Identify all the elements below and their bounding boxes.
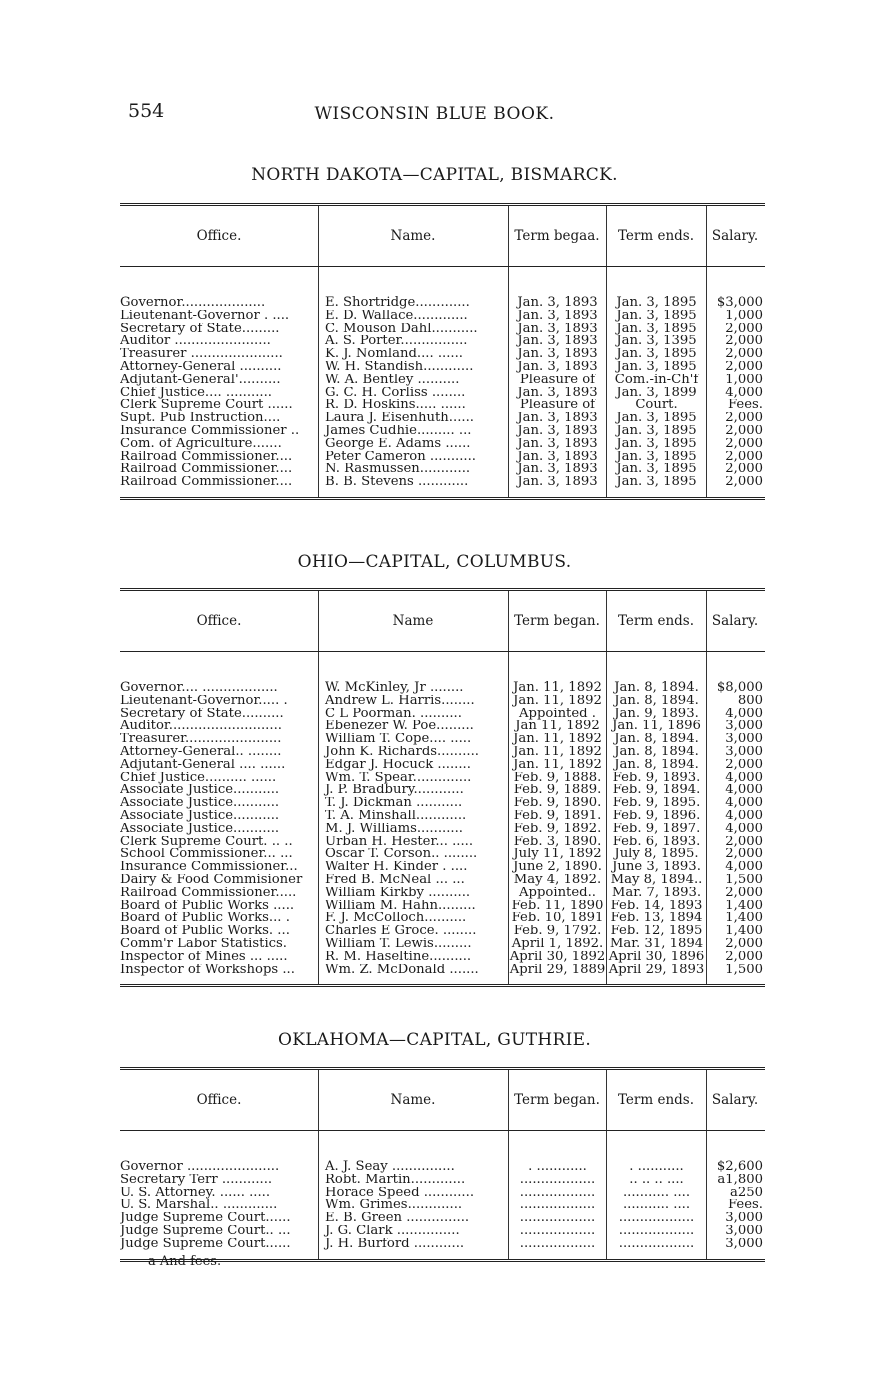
name-cell: William T. Lewis......... (319, 938, 509, 951)
name-cell: M. J. Williams........... (319, 823, 509, 836)
col-term-began: Term begaa. (509, 205, 607, 267)
name-cell: E. Shortridge............. (319, 267, 509, 310)
term-ends-cell: Feb. 6, 1893. (607, 836, 707, 849)
term-began-cell: Jan. 3, 1893 (509, 348, 607, 361)
term-began-cell: April 30, 1892 (509, 950, 606, 964)
term-ends-cell: Jan. 9, 1893. (607, 708, 707, 721)
term-ends-cell: June 3, 1893. (607, 861, 707, 874)
term-began-cell: Jan. 3, 1893 (509, 476, 607, 498)
salary-cell: 1,000 (707, 310, 766, 323)
table-row (120, 964, 765, 986)
term-began-cell: Jan. 3, 1893 (509, 438, 607, 451)
term-began-cell: Jan. 3, 1893 (509, 451, 607, 464)
name-cell: J. P. Bradbury............ (319, 784, 509, 797)
table-row (120, 1187, 765, 1200)
salary-cell: $8,000 (707, 652, 766, 695)
office-cell: Railroad Commissioner.... (120, 463, 293, 477)
name-cell: Fred B. McNeal ... ... (319, 874, 509, 887)
oklahoma-table (120, 1067, 765, 1262)
office-cell: Adjutant-General'.......... (120, 373, 281, 387)
salary-cell: 1,400 (707, 900, 766, 913)
term-began-cell: Jan. 11, 1892 (509, 733, 607, 746)
col-office: Office. (120, 1069, 319, 1131)
name-cell: C L Poorman. .......... (319, 708, 509, 721)
footnote: a And fees. (148, 1254, 222, 1269)
salary-cell: 3,000 (707, 1212, 766, 1225)
name-cell: Ebenezer W. Poe......... (319, 720, 509, 733)
term-ends-cell: Jan. 8, 1894. (607, 695, 707, 708)
term-ends-cell: Jan. 3, 1895 (607, 412, 707, 425)
name-cell: William Kirkby .......... (319, 887, 509, 900)
table-row (120, 348, 765, 361)
name-cell: Edgar J. Hocuck ........ (319, 759, 509, 772)
term-began-cell: Jan 11, 1892 (509, 720, 607, 733)
term-ends-cell: Feb. 9, 1896. (607, 810, 707, 823)
col-term-ends: Term ends. (607, 1069, 707, 1131)
table-row (120, 323, 765, 336)
term-ends-cell: Jan. 3, 1895 (607, 310, 707, 323)
office-cell: Board of Public Works. ... (120, 925, 290, 938)
term-began-cell: Pleasure of (509, 374, 607, 387)
name-cell: T. J. Dickman ........... (319, 797, 509, 810)
term-ends-cell: Court. (607, 399, 707, 412)
name-cell: James Cudhie......... ... (319, 425, 509, 438)
office-cell: Clerk Supreme Court ...... (120, 399, 293, 413)
col-term-ends: Term ends. (607, 590, 707, 652)
office-cell: Com. of Agriculture....... (120, 437, 282, 451)
office-cell: Attorney-General.. ........ (120, 745, 282, 759)
term-ends-cell: Com.-in-Ch'f (607, 374, 707, 387)
term-began-cell: June 2, 1890. (509, 861, 607, 874)
office-cell: Treasurer....................... (120, 733, 282, 746)
name-cell: Wm. T. Spear.............. (319, 772, 509, 785)
table-row (120, 1131, 765, 1174)
name-cell: Oscar T. Corson.. ........ (319, 848, 509, 861)
term-began-cell: Jan. 3, 1893 (509, 412, 607, 425)
salary-cell: 4,000 (707, 797, 766, 810)
term-began-cell: Jan. 11, 1892 (509, 746, 607, 759)
term-ends-cell: ........... .... (607, 1199, 707, 1212)
term-ends-cell: Jan. 3, 1895 (607, 451, 707, 464)
term-began-cell: Feb. 9, 1889. (509, 784, 607, 797)
term-ends-cell: Jan. 8, 1894. (607, 759, 707, 772)
book-title: WISCONSIN BLUE BOOK. (314, 104, 555, 124)
table-row (120, 836, 765, 849)
term-ends-cell: Jan. 3, 1895 (607, 476, 707, 498)
term-began-cell: Feb. 9, 1892. (509, 823, 607, 836)
salary-cell: 800 (707, 695, 766, 708)
table-row (120, 652, 765, 695)
north-dakota-title: NORTH DAKOTA—CAPITAL, BISMARCK. (251, 165, 618, 185)
term-began-cell: Feb. 9, 1792. (509, 925, 607, 938)
name-cell: T. A. Minshall............ (319, 810, 509, 823)
col-name: Name. (319, 1069, 509, 1131)
term-began-cell: . ............ (509, 1131, 607, 1174)
col-name: Name. (319, 205, 509, 267)
salary-cell: 4,000 (707, 810, 766, 823)
salary-cell: 3,000 (707, 733, 766, 746)
name-cell: Urban H. Hester... ..... (319, 836, 509, 849)
name-cell: Wm. Grimes............. (319, 1199, 509, 1212)
term-began-cell: Jan. 3, 1893 (509, 387, 607, 400)
office-cell: Attorney-General .......... (120, 360, 282, 374)
term-ends-cell: Feb. 9, 1895. (607, 797, 707, 810)
term-began-cell: April 1, 1892. (509, 938, 607, 951)
table-row (120, 823, 765, 836)
term-ends-cell: Jan. 3, 1395 (607, 335, 707, 348)
term-began-cell: Jan. 3, 1893 (509, 323, 607, 336)
term-began-cell: .................. (509, 1199, 607, 1212)
name-cell: W. McKinley, Jr ........ (319, 652, 509, 695)
name-cell: William T. Cope.... ..... (319, 733, 509, 746)
office-cell: Dairy & Food Commisioner (120, 873, 303, 887)
salary-cell: 2,000 (707, 361, 766, 374)
office-cell: Judge Supreme Court...... (120, 1212, 291, 1225)
term-began-cell: Appointed . (509, 708, 607, 721)
salary-cell: 1,500 (707, 874, 766, 887)
office-cell: Auditor ....................... (120, 335, 271, 349)
term-ends-cell: Feb. 9, 1894. (607, 784, 707, 797)
table-row (120, 746, 765, 759)
term-began-cell: Appointed.. (509, 887, 607, 900)
name-cell: A. S. Porter................ (319, 335, 509, 348)
name-cell: W. A. Bentley .......... (319, 374, 509, 387)
table-row (120, 412, 765, 425)
term-ends-cell: Jan. 3, 1899 (607, 387, 707, 400)
term-began-cell: Jan. 3, 1893 (509, 267, 607, 310)
term-ends-cell: Mar. 7, 1893. (607, 887, 707, 900)
col-salary: Salary. (707, 1069, 766, 1131)
office-cell: Chief Justice.......... ...... (120, 771, 277, 785)
name-cell: E. B. Green ............... (319, 1212, 509, 1225)
table-row (120, 874, 765, 887)
name-cell: Charles E Groce. ........ (319, 925, 509, 938)
name-cell: Andrew L. Harris........ (319, 695, 509, 708)
term-ends-cell: Jan. 3, 1895 (607, 267, 707, 310)
term-ends-cell: Feb. 9, 1897. (607, 823, 707, 836)
name-cell: John K. Richards.......... (319, 746, 509, 759)
ohio-title: OHIO—CAPITAL, COLUMBUS. (297, 552, 572, 572)
office-cell: Supt. Pub Instruction.... (120, 412, 281, 425)
office-cell: Insurance Commissioner... (120, 861, 298, 874)
term-ends-cell: Jan. 3, 1895 (607, 438, 707, 451)
term-ends-cell: Feb. 13, 1894 (607, 912, 707, 925)
name-cell: N. Rasmussen............ (319, 463, 509, 476)
name-cell: C. Mouson Dahl........... (319, 323, 509, 336)
table-row (120, 925, 765, 938)
salary-cell: Fees. (707, 1199, 766, 1212)
office-cell: Secretary of State......... (120, 322, 280, 336)
office-cell: Railroad Commissioner.... (120, 450, 293, 464)
term-ends-cell: Jan. 3, 1895 (607, 323, 707, 336)
page-number: 554 (128, 100, 165, 122)
term-began-cell: Feb. 9, 1891. (509, 810, 607, 823)
term-ends-cell: Mar. 31, 1894 (607, 938, 707, 951)
office-cell: Comm'r Labor Statistics. (120, 937, 288, 951)
name-cell: B. B. Stevens ............ (319, 476, 509, 498)
name-cell: J. H. Burford ............ (319, 1238, 509, 1260)
table-row (120, 797, 765, 810)
table-row (120, 1174, 765, 1187)
name-cell: G. C. H. Corliss ........ (319, 387, 509, 400)
term-ends-cell: April 29, 1893 (607, 964, 707, 986)
name-cell: F. J. McColloch.......... (319, 912, 509, 925)
salary-cell: a250 (707, 1187, 766, 1200)
name-cell: Peter Cameron ........... (319, 451, 509, 464)
salary-cell: 4,000 (707, 772, 766, 785)
table-row (120, 399, 765, 412)
col-office: Office. (120, 590, 319, 652)
table-row (120, 1199, 765, 1212)
table-row (120, 1225, 765, 1238)
salary-cell: 3,000 (707, 720, 766, 733)
name-cell: George E. Adams ...... (319, 438, 509, 451)
salary-cell: $3,000 (707, 267, 766, 310)
term-began-cell: Jan. 11, 1892 (509, 759, 607, 772)
term-began-cell: Jan. 3, 1893 (509, 310, 607, 323)
salary-cell: 2,000 (707, 463, 766, 476)
term-began-cell: Jan. 11, 1892 (509, 695, 607, 708)
office-cell: Railroad Commissioner..... (120, 886, 297, 900)
name-cell: Laura J. Eisenhuth...... (319, 412, 509, 425)
salary-cell: 2,000 (707, 951, 766, 964)
col-name: Name (319, 590, 509, 652)
salary-cell: 2,000 (707, 451, 766, 464)
term-began-cell: Jan. 3, 1893 (509, 463, 607, 476)
table-row (120, 425, 765, 438)
table-row (120, 387, 765, 400)
table-row (120, 1212, 765, 1225)
office-cell: Associate Justice........... (120, 797, 280, 810)
term-began-cell: .................. (509, 1238, 607, 1260)
name-cell: Robt. Martin............. (319, 1174, 509, 1187)
salary-cell: Fees. (707, 399, 766, 412)
salary-cell: a1,800 (707, 1174, 766, 1187)
oklahoma-title: OKLAHOMA—CAPITAL, GUTHRIE. (277, 1030, 592, 1050)
term-began-cell: .................. (509, 1212, 607, 1225)
table-row (120, 759, 765, 772)
term-ends-cell: April 30, 1896 (607, 951, 707, 964)
name-cell: R. D. Hoskins..... ...... (319, 399, 509, 412)
salary-cell: 3,000 (707, 1238, 766, 1260)
page-header (0, 100, 869, 128)
term-ends-cell: . ........... (607, 1131, 707, 1174)
term-ends-cell: Jan. 3, 1895 (607, 348, 707, 361)
office-cell: U. S. Attorney. ...... ..... (120, 1186, 271, 1200)
office-cell: Inspector of Mines ... ..... (120, 950, 288, 964)
office-cell: Inspector of Workshops ... (120, 963, 295, 977)
col-term-began: Term began. (509, 590, 607, 652)
salary-cell: 3,000 (707, 1225, 766, 1238)
term-began-cell: Jan. 3, 1893 (509, 425, 607, 438)
table-row (120, 708, 765, 721)
salary-cell: 2,000 (707, 887, 766, 900)
salary-cell: 4,000 (707, 387, 766, 400)
term-began-cell: May 4, 1892. (509, 874, 607, 887)
col-term-ends: Term ends. (607, 205, 707, 267)
table-row (120, 451, 765, 464)
term-began-cell: Feb. 9, 1888. (509, 772, 607, 785)
term-ends-cell: Jan. 8, 1894. (607, 652, 707, 695)
term-ends-cell: Feb. 9, 1893. (607, 772, 707, 785)
term-ends-cell: ........... .... (607, 1187, 707, 1200)
table-row (120, 374, 765, 387)
salary-cell: 2,000 (707, 425, 766, 438)
salary-cell: 2,000 (707, 476, 766, 498)
table-row (120, 887, 765, 900)
table-row (120, 695, 765, 708)
col-term-began: Term began. (509, 1069, 607, 1131)
office-cell: Governor.................... (120, 295, 266, 310)
office-cell: School Commissioner... ... (120, 848, 293, 862)
office-cell: Lieutenant-Governor . .... (120, 309, 290, 323)
office-cell: Board of Public Works... . (120, 912, 290, 926)
col-salary: Salary. (707, 590, 766, 652)
term-ends-cell: Feb. 14, 1893 (607, 900, 707, 913)
term-began-cell: .................. (509, 1225, 607, 1238)
salary-cell: 2,000 (707, 848, 766, 861)
table-row (120, 951, 765, 964)
name-cell: Wm. Z. McDonald ....... (319, 964, 509, 986)
table-row (120, 438, 765, 451)
col-office: Office. (120, 205, 319, 267)
office-cell: Associate Justice........... (120, 784, 280, 798)
salary-cell: 1,000 (707, 374, 766, 387)
term-began-cell: April 29, 1889 (509, 964, 607, 986)
term-ends-cell: .................. (607, 1212, 707, 1225)
office-cell: Board of Public Works ..... (120, 899, 295, 913)
table-row (120, 463, 765, 476)
table-row (120, 267, 765, 310)
table-row (120, 361, 765, 374)
name-cell: R. M. Haseltine.......... (319, 951, 509, 964)
salary-cell: 2,000 (707, 335, 766, 348)
office-cell: Insurance Commissioner .. (120, 424, 300, 438)
salary-cell: 4,000 (707, 784, 766, 797)
name-cell: K. J. Nomland.... ...... (319, 348, 509, 361)
table-row (120, 900, 765, 913)
name-cell: Walter H. Kinder . .... (319, 861, 509, 874)
term-ends-cell: Jan. 3, 1895 (607, 463, 707, 476)
office-cell: Treasurer ...................... (120, 348, 283, 361)
office-cell: Clerk Supreme Court. .. .. (120, 835, 293, 849)
office-cell: Adjutant-General .... ...... (120, 758, 286, 772)
term-began-cell: Feb. 11, 1890 (509, 900, 607, 913)
office-cell: Secretary Terr ............ (120, 1173, 273, 1187)
office-cell: Chief Justice.... ........... (120, 386, 273, 400)
term-began-cell: Jan. 3, 1893 (509, 335, 607, 348)
salary-cell: 2,000 (707, 438, 766, 451)
term-ends-cell: .................. (607, 1238, 707, 1260)
office-cell: Secretary of State.......... (120, 707, 284, 721)
col-salary: Salary. (707, 205, 766, 267)
table-row (120, 335, 765, 348)
table-row (120, 938, 765, 951)
office-cell: Railroad Commissioner.... (120, 476, 293, 490)
office-cell: Associate Justice........... (120, 809, 280, 823)
office-cell: Associate Justice........... (120, 822, 280, 836)
office-cell: Lieutenant-Governor..... . (120, 694, 288, 708)
office-cell: Governor ...................... (120, 1159, 280, 1174)
term-ends-cell: .. .. .. .... (607, 1174, 707, 1187)
term-ends-cell: Jan. 11, 1896 (607, 720, 707, 733)
term-began-cell: .................. (509, 1187, 607, 1200)
term-began-cell: Pleasure of (509, 399, 607, 412)
north-dakota-table (120, 203, 765, 500)
term-ends-cell: Jan. 8, 1894. (607, 746, 707, 759)
term-ends-cell: .................. (607, 1225, 707, 1238)
salary-cell: 2,000 (707, 323, 766, 336)
salary-cell: 1,500 (707, 964, 766, 986)
name-cell: Horace Speed ............ (319, 1187, 509, 1200)
table-row (120, 310, 765, 323)
name-cell: W. H. Standish............ (319, 361, 509, 374)
name-cell: J. G. Clark ............... (319, 1225, 509, 1238)
term-began-cell: .................. (509, 1174, 607, 1187)
table-row (120, 772, 765, 785)
name-cell: William M. Hahn......... (319, 900, 509, 913)
salary-cell: 2,000 (707, 836, 766, 849)
ohio-table (120, 588, 765, 987)
term-began-cell: Feb. 9, 1890. (509, 797, 607, 810)
term-ends-cell: Feb. 12, 1895 (607, 925, 707, 938)
term-began-cell: Jan. 11, 1892 (509, 652, 607, 695)
salary-cell: 1,400 (707, 912, 766, 925)
table-row (120, 720, 765, 733)
table-row (120, 784, 765, 797)
term-ends-cell: July 8, 1895. (607, 848, 707, 861)
office-cell: Governor.... .................. (120, 680, 278, 695)
table-row (120, 912, 765, 925)
salary-cell: 4,000 (707, 823, 766, 836)
table-row (120, 848, 765, 861)
salary-cell: 4,000 (707, 708, 766, 721)
table-row (120, 476, 765, 498)
term-began-cell: Feb. 10, 1891 (509, 912, 607, 925)
term-began-cell: July 11, 1892 (509, 848, 607, 861)
salary-cell: 2,000 (707, 759, 766, 772)
term-ends-cell: May 8, 1894.. (607, 874, 707, 887)
office-cell: U. S. Marshal.. ............. (120, 1199, 278, 1213)
term-ends-cell: Jan. 3, 1895 (607, 361, 707, 374)
salary-cell: 2,000 (707, 412, 766, 425)
office-cell: Auditor........................... (120, 720, 282, 734)
salary-cell: 2,000 (707, 348, 766, 361)
table-row (120, 810, 765, 823)
salary-cell: 2,000 (707, 938, 766, 951)
table-row (120, 733, 765, 746)
name-cell: A. J. Seay ............... (319, 1131, 509, 1174)
term-began-cell: Feb. 3, 1890. (509, 836, 607, 849)
salary-cell: 1,400 (707, 925, 766, 938)
name-cell: E. D. Wallace............. (319, 310, 509, 323)
office-cell: Judge Supreme Court...... (120, 1237, 291, 1251)
salary-cell: 3,000 (707, 746, 766, 759)
office-cell: Judge Supreme Court.. ... (120, 1224, 291, 1238)
term-ends-cell: Jan. 3, 1895 (607, 425, 707, 438)
salary-cell: $2,600 (707, 1131, 766, 1174)
table-row (120, 861, 765, 874)
term-ends-cell: Jan. 8, 1894. (607, 733, 707, 746)
term-began-cell: Jan. 3, 1893 (509, 361, 607, 374)
salary-cell: 4,000 (707, 861, 766, 874)
